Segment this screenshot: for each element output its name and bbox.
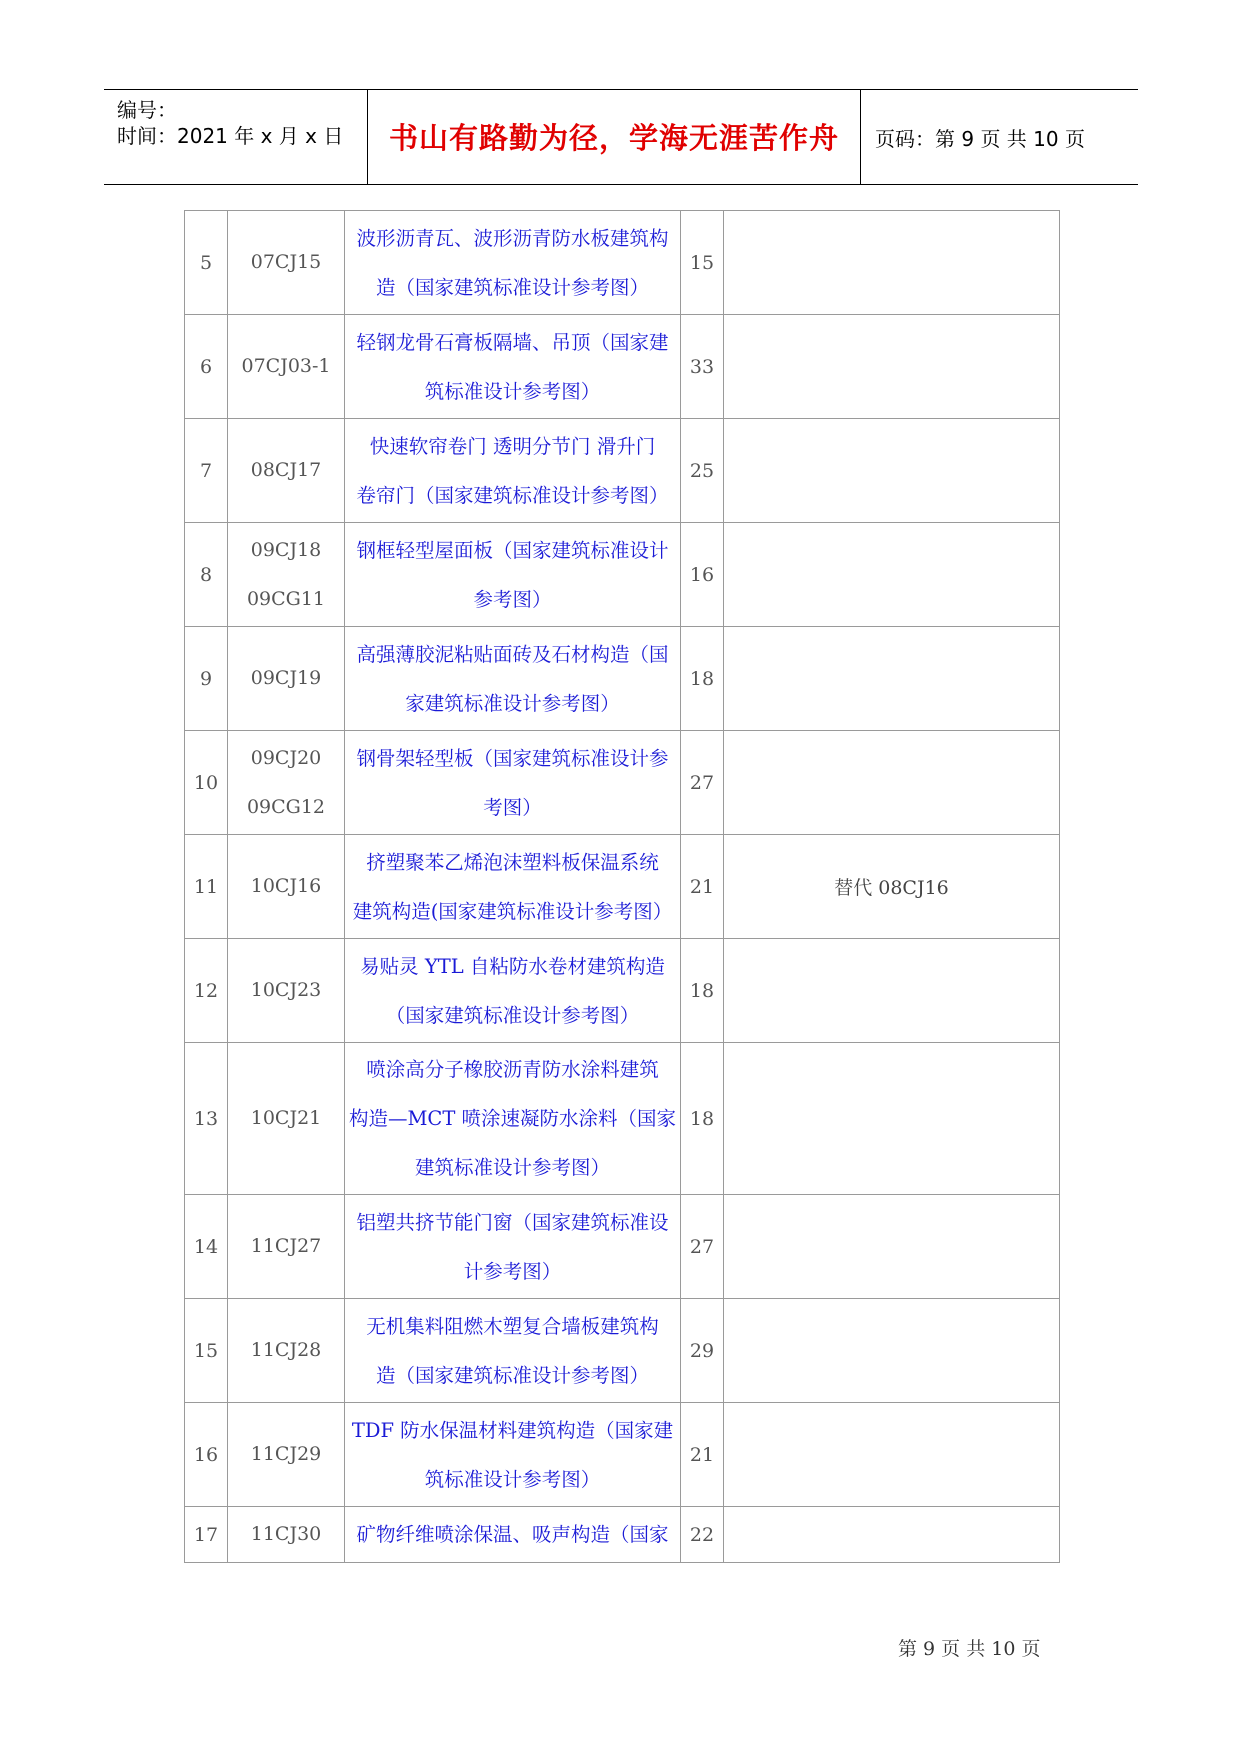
table-row <box>185 939 1060 1043</box>
standards-table <box>184 210 1060 1563</box>
standard-code <box>228 731 345 835</box>
remark <box>724 1507 1060 1563</box>
row-number: 8 <box>185 523 228 627</box>
standard-title <box>345 315 681 419</box>
title-line: 考图） <box>483 795 542 819</box>
standard-code <box>228 211 345 315</box>
standard-code <box>228 1195 345 1299</box>
standard-title <box>345 1043 681 1195</box>
title-line: 参考图） <box>473 587 552 611</box>
remark <box>724 315 1060 419</box>
page-count: 18 <box>681 1043 724 1195</box>
title-line: 挤塑聚苯乙烯泡沫塑料板保温系统 <box>366 850 659 874</box>
standard-code <box>228 419 345 523</box>
title-line: 易贴灵 YTL 自粘防水卷材建筑构造 <box>360 954 665 978</box>
title-line: 钢骨架轻型板（国家建筑标准设计参 <box>356 746 669 770</box>
remark <box>724 1299 1060 1403</box>
title-line: 钢框轻型屋面板（国家建筑标准设计 <box>356 538 669 562</box>
remark <box>724 419 1060 523</box>
table-row <box>185 523 1060 627</box>
page-count: 29 <box>681 1299 724 1403</box>
row-number: 16 <box>185 1403 228 1507</box>
code-line: 11CJ27 <box>250 1235 322 1257</box>
title-line: 造（国家建筑标准设计参考图） <box>375 1363 649 1387</box>
page-count: 33 <box>681 315 724 419</box>
code-line: 10CJ23 <box>250 979 322 1001</box>
standard-title <box>345 731 681 835</box>
title-line: 高强薄胶泥粘贴面砖及石材构造（国 <box>356 642 669 666</box>
title-line: 卷帘门（国家建筑标准设计参考图） <box>356 483 669 507</box>
remark <box>724 731 1060 835</box>
title-line: 喷涂高分子橡胶沥青防水涂料建筑 <box>366 1058 659 1081</box>
remark <box>724 523 1060 627</box>
title-line: 建筑标准设计参考图） <box>414 1156 610 1179</box>
standard-title <box>345 1299 681 1403</box>
table-row <box>185 1195 1060 1299</box>
standard-code <box>228 835 345 939</box>
code-line: 07CJ03-1 <box>241 355 331 377</box>
standard-title <box>345 835 681 939</box>
standard-code <box>228 315 345 419</box>
code-line: 07CJ15 <box>250 251 322 273</box>
row-number: 12 <box>185 939 228 1043</box>
page-count: 18 <box>681 939 724 1043</box>
code-line: 09CJ20 <box>250 746 322 769</box>
remark <box>724 627 1060 731</box>
row-number: 17 <box>185 1507 228 1563</box>
row-number: 14 <box>185 1195 228 1299</box>
code-line: 09CG11 <box>246 587 326 610</box>
page-count: 27 <box>681 1195 724 1299</box>
title-line: 铝塑共挤节能门窗（国家建筑标准设 <box>356 1210 669 1234</box>
standard-code <box>228 1299 345 1403</box>
title-line: 筑标准设计参考图） <box>424 379 601 403</box>
table-row <box>185 315 1060 419</box>
code-line: 09CG12 <box>246 795 326 818</box>
page-count: 25 <box>681 419 724 523</box>
row-number: 9 <box>185 627 228 731</box>
page-footer: 第 9 页 共 10 页 <box>898 1638 1041 1660</box>
page-count: 16 <box>681 523 724 627</box>
table-row <box>185 1507 1060 1563</box>
title-line: 矿物纤维喷涂保温、吸声构造（国家 <box>356 1522 669 1546</box>
table-row <box>185 1299 1060 1403</box>
remark <box>724 1403 1060 1507</box>
code-line: 11CJ29 <box>250 1443 322 1465</box>
time-label: 时间：2021 年 x 月 x 日 <box>117 124 344 148</box>
title-line: 家建筑标准设计参考图） <box>405 691 620 715</box>
table-row <box>185 731 1060 835</box>
standard-title <box>345 627 681 731</box>
page-count: 18 <box>681 627 724 731</box>
title-line: （国家建筑标准设计参考图） <box>385 1003 640 1027</box>
page-header <box>104 89 1138 185</box>
standard-code <box>228 1043 345 1195</box>
standard-title <box>345 523 681 627</box>
row-number: 15 <box>185 1299 228 1403</box>
title-line: 无机集料阻燃木塑复合墙板建筑构 <box>366 1314 659 1338</box>
remark <box>724 939 1060 1043</box>
header-page-cell <box>861 90 1138 184</box>
page-count: 21 <box>681 835 724 939</box>
remark <box>724 1043 1060 1195</box>
table-row <box>185 211 1060 315</box>
table-row <box>185 1043 1060 1195</box>
row-number: 13 <box>185 1043 228 1195</box>
standard-code <box>228 627 345 731</box>
row-number: 5 <box>185 211 228 315</box>
table-body <box>185 211 1060 1563</box>
title-line: 筑标准设计参考图） <box>424 1467 601 1491</box>
row-number: 11 <box>185 835 228 939</box>
title-line: 造（国家建筑标准设计参考图） <box>375 275 649 299</box>
row-number: 10 <box>185 731 228 835</box>
standard-code <box>228 1403 345 1507</box>
standard-title <box>345 1403 681 1507</box>
header-meta <box>104 90 368 184</box>
title-line: 计参考图） <box>463 1259 562 1283</box>
standard-title <box>345 211 681 315</box>
code-line: 10CJ16 <box>250 875 322 897</box>
title-line: 建筑构造(国家建筑标准设计参考图） <box>352 899 673 923</box>
remark: 替代 08CJ16 <box>724 835 1060 939</box>
title-line: 轻钢龙骨石膏板隔墙、吊顶（国家建 <box>356 330 669 354</box>
standard-title <box>345 1507 681 1563</box>
code-line: 09CJ18 <box>250 538 322 561</box>
serial-label: 编号： <box>117 98 177 122</box>
header-page-label: 页码：第 9 页 共 10 页 <box>875 127 1085 151</box>
table-row <box>185 627 1060 731</box>
page-count: 21 <box>681 1403 724 1507</box>
standard-title <box>345 939 681 1043</box>
standard-title <box>345 419 681 523</box>
page-count: 27 <box>681 731 724 835</box>
standard-code <box>228 939 345 1043</box>
title-line: TDF 防水保温材料建筑构造（国家建 <box>351 1418 674 1442</box>
row-number: 7 <box>185 419 228 523</box>
standard-code <box>228 523 345 627</box>
code-line: 11CJ28 <box>250 1339 322 1361</box>
page-count: 22 <box>681 1507 724 1563</box>
header-motto-cell <box>368 90 861 184</box>
remark <box>724 1195 1060 1299</box>
table-row <box>185 835 1060 939</box>
title-line: 构造—MCT 喷涂速凝防水涂料（国家 <box>348 1107 677 1130</box>
row-number: 6 <box>185 315 228 419</box>
standard-title <box>345 1195 681 1299</box>
code-line: 08CJ17 <box>250 459 322 481</box>
page-count: 15 <box>681 211 724 315</box>
motto: 书山有路勤为径，学海无涯苦作舟 <box>388 121 839 155</box>
table-row <box>185 419 1060 523</box>
code-line: 09CJ19 <box>250 667 322 689</box>
title-line: 快速软帘卷门 透明分节门 滑升门 <box>369 434 656 458</box>
table-row <box>185 1403 1060 1507</box>
code-line: 11CJ30 <box>250 1523 322 1545</box>
remark <box>724 211 1060 315</box>
standard-code <box>228 1507 345 1563</box>
code-line: 10CJ21 <box>250 1107 322 1129</box>
title-line: 波形沥青瓦、波形沥青防水板建筑构 <box>356 226 669 250</box>
